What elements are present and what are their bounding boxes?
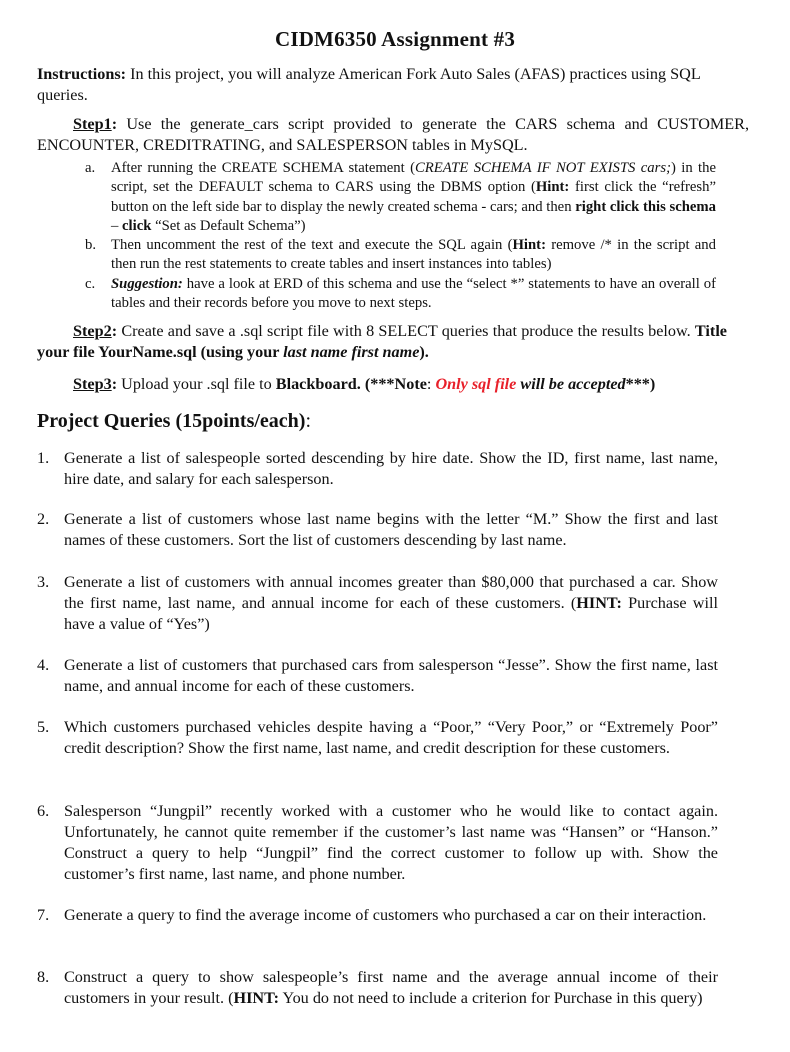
query-8 — [64, 967, 718, 1009]
query-6-number: 6. — [37, 802, 50, 820]
step3-label: Step3 — [73, 375, 112, 393]
step3-note-label: Note — [394, 375, 427, 393]
item-a-code: CREATE SCHEMA IF NOT EXISTS cars; — [415, 160, 671, 176]
query-3-hint: HINT: — [576, 594, 622, 612]
step1-text: Use the generate_cars script provided to generate the CARS schema and CUSTOMER, ENCOUNTER, CREDITRATING, and SALESPERSON tables in MySQL. — [37, 115, 750, 154]
step1-item-c-letter: c. — [85, 276, 96, 292]
step3-only-sql: Only sql file — [435, 375, 517, 393]
step1-item-a — [111, 159, 716, 236]
step3-colon: : — [111, 375, 118, 393]
item-a-text-3: first click the “refresh” button on the left side bar to display the newly created schema - cars; and then — [111, 179, 716, 215]
step3-note-close: ***) — [625, 375, 656, 393]
step2-label: Step2 — [73, 322, 112, 340]
item-b-text-2: remove /* in the script and then run the rest statements to create tables and insert instances into tables) — [111, 237, 716, 273]
item-a-bold-1: right click this schema — [575, 198, 716, 215]
query-4-text: Generate a list of customers that purchased cars from salesperson “Jesse”. Show the first name, last name, and annual income for each of these customers. — [64, 656, 718, 695]
instructions-paragraph — [37, 64, 749, 106]
step3-blackboard: Blackboard. — [275, 375, 361, 393]
step2-text: Create and save a .sql script file with 8 SELECT queries that produce the results below. — [117, 322, 695, 340]
query-8-text-2: You do not need to include a criterion for Purchase in this query) — [279, 989, 703, 1007]
query-1-number: 1. — [37, 449, 50, 467]
step3-accepted: will be accepted — [516, 375, 626, 393]
query-1-text: Generate a list of salespeople sorted descending by hire date. Show the ID, first name, last name, hire date, and salary for each salesperson. — [64, 449, 718, 488]
query-3-number: 3. — [37, 573, 50, 591]
query-2-text: Generate a list of customers whose last name begins with the letter “M.” Show the first and last names of these customers. Sort the list of customers descending by last name. — [64, 510, 718, 549]
item-b-hint: Hint: — [512, 237, 546, 253]
step2-colon: : — [111, 322, 118, 340]
step2-paragraph — [37, 321, 727, 363]
query-8-number: 8. — [37, 968, 50, 986]
step1-paragraph — [37, 114, 749, 156]
item-a-text-2: ) in the script, set the DEFAULT schema to CARS using the DBMS option ( — [111, 160, 717, 196]
step1-item-b — [111, 236, 716, 275]
section-heading-text: Project Queries (15points/each) — [37, 410, 306, 432]
section-heading — [37, 410, 311, 433]
query-5-number: 5. — [37, 718, 50, 736]
step1-colon: : — [111, 115, 118, 133]
query-3-text-2: Purchase will have a value of “Yes”) — [64, 594, 718, 633]
step3-note-colon: : — [426, 375, 436, 393]
step1-item-c — [111, 275, 716, 314]
instructions-label: Instructions: — [37, 65, 127, 83]
item-c-text: have a look at ERD of this schema and use the “select *” statements to have an overall of tables and their records before you move to next steps. — [111, 276, 716, 312]
item-a-text-4: “Set as Default Schema”) — [151, 217, 306, 234]
step3-paragraph — [73, 374, 753, 395]
section-heading-colon: : — [305, 410, 312, 432]
query-5-text: Which customers purchased vehicles despite having a “Poor,” “Very Poor,” or “Extremely Poor” credit description? Show the first name, last name, and credit description for these customers. — [64, 718, 718, 757]
item-a-dash: – — [111, 217, 123, 234]
query-7-text: Generate a query to find the average income of customers who purchased a car on their interaction. — [64, 906, 707, 924]
query-7-number: 7. — [37, 906, 50, 924]
step1-item-b-letter: b. — [85, 237, 97, 253]
query-3 — [64, 572, 718, 635]
page-title: CIDM6350 Assignment #3 — [274, 27, 516, 51]
item-a-text-1: After running the CREATE SCHEMA statement ( — [111, 160, 416, 176]
item-c-suggestion: Suggestion: — [111, 276, 183, 292]
query-8-text: Construct a query to show salespeople’s first name and the average annual income of their customers in your result. ( — [64, 968, 718, 1007]
item-a-bold-2: click — [122, 217, 152, 234]
step2-bold-1: Title your file YourName.sql (using your — [37, 322, 727, 361]
step3-note-open: (*** — [360, 375, 395, 393]
query-8-hint: HINT: — [233, 989, 280, 1007]
step2-bold-2: ). — [419, 343, 429, 361]
query-4-number: 4. — [37, 656, 50, 674]
query-6-text: Salesperson “Jungpil” recently worked with a customer who he would like to contact again. Unfortunately, he cannot quite remember if the customer’s last name was “Hansen” or “Hanson.” Construct a query to help “Jungpil” find the correct customer to follow up with. Show the customer’s first name, last name, and phone number. — [64, 802, 718, 883]
step1-label: Step1 — [73, 115, 112, 133]
query-2-number: 2. — [37, 510, 50, 528]
item-b-text-1: Then uncomment the rest of the text and execute the SQL again ( — [111, 237, 513, 253]
step1-item-a-letter: a. — [85, 160, 96, 176]
step3-text: Upload your .sql file to — [117, 375, 276, 393]
step2-bolditalic: last name first name — [283, 343, 420, 361]
item-a-hint: Hint: — [535, 179, 570, 196]
instructions-text: In this project, you will analyze American Fork Auto Sales (AFAS) practices using SQL queries. — [37, 65, 701, 104]
query-3-text: Generate a list of customers with annual incomes greater than $80,000 that purchased a car. Show the first name, last name, and annual income for each of these customers. ( — [64, 573, 718, 612]
